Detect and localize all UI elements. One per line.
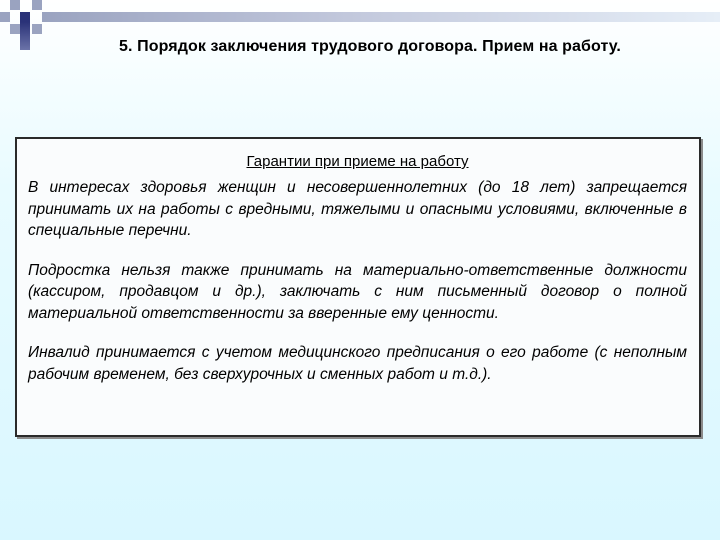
decor-square xyxy=(10,24,20,34)
header-side-band xyxy=(20,22,30,50)
paragraph-women-minors: В интересах здоровья женщин и несовершеннолетних (до 18 лет) запрещается принимать их на работы с вредными, тяжелыми и опасными условиями, включенные в специальные перечни. xyxy=(28,179,687,239)
decor-square xyxy=(32,24,42,34)
paragraph-disabled: Инвалид принимается с учетом медицинского предписания о его работе (с неполным рабочим временем, без сверхурочных и сменных работ и т.д.). xyxy=(28,344,687,383)
decor-square xyxy=(0,12,10,22)
header-band xyxy=(42,12,720,22)
decor-square xyxy=(32,0,42,10)
decor-square-dark xyxy=(20,12,30,22)
corner-decoration xyxy=(0,0,60,60)
box-heading: Гарантии при приеме на работу xyxy=(246,153,469,170)
paragraph-minor-liability: Подростка нельзя также принимать на материально-ответственные должности (кассиром, продавцом и др.), заключать с ним письменный договор о полной материальной ответственности за вверенные ему ценности. xyxy=(28,261,687,322)
decor-square xyxy=(10,0,20,10)
content-box xyxy=(15,137,701,437)
slide-title: 5. Порядок заключения трудового договора. Прием на работу. xyxy=(119,38,621,55)
